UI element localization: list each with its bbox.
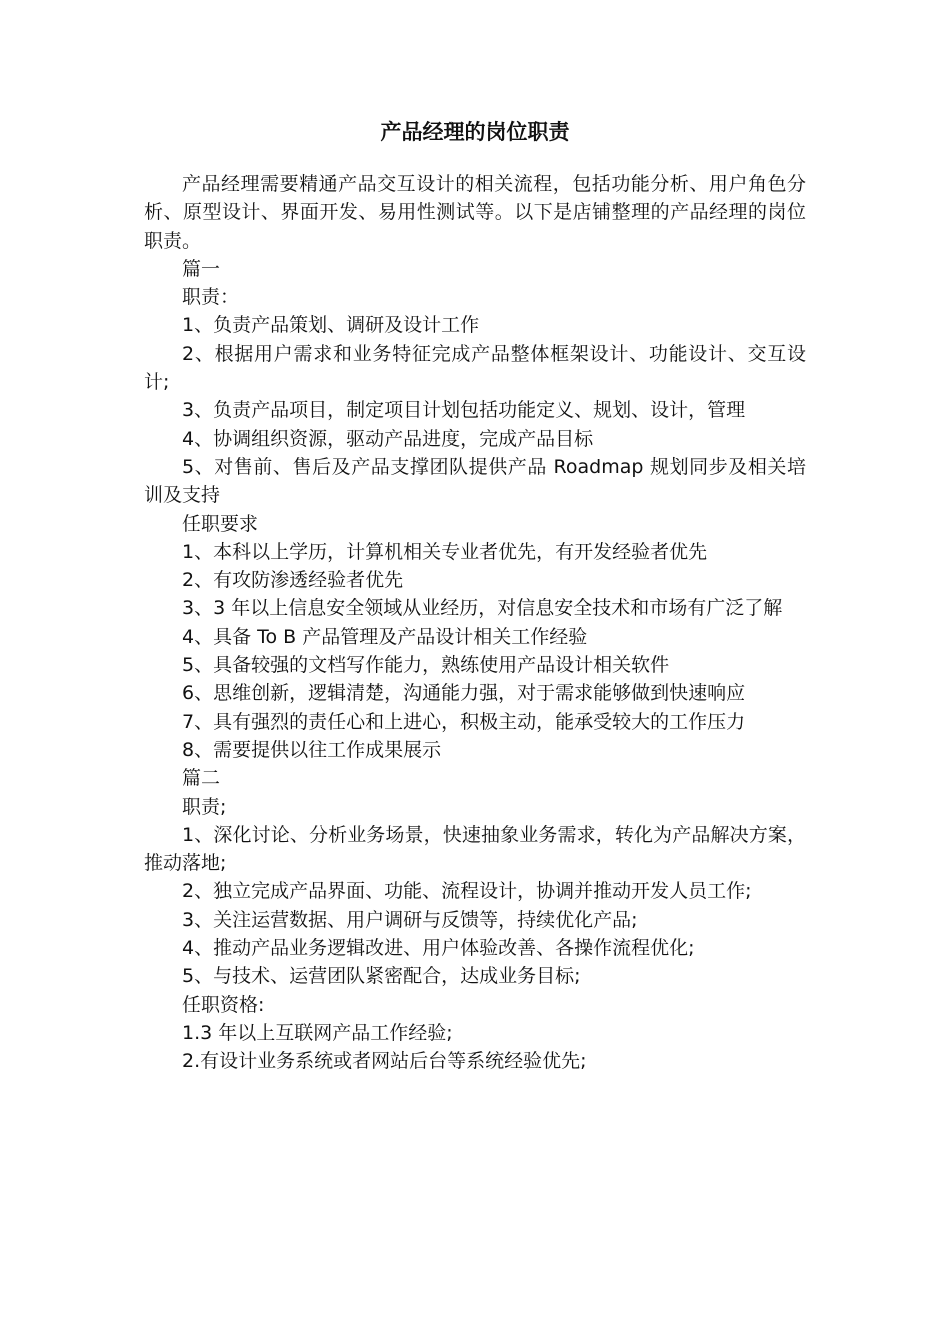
qualification-item: 2.有设计业务系统或者网站后台等系统经验优先;	[182, 1050, 587, 1073]
requirement-item: 2、有攻防渗透经验者优先	[182, 569, 404, 592]
duty-item: 3、关注运营数据、用户调研与反馈等，持续优化产品;	[182, 908, 638, 931]
requirement-item: 5、具备较强的文档写作能力，熟练使用产品设计相关软件	[182, 654, 670, 677]
duty-item: 1、深化讨论、分析业务场景，快速抽象业务需求，转化为产品解决方案，推动落地;	[144, 823, 806, 875]
subheading-qualifications: 任职资格:	[182, 993, 265, 1016]
subheading-requirements-one: 任职要求	[182, 512, 259, 535]
requirement-item: 3、3 年以上信息安全领域从业经历，对信息安全技术和市场有广泛了解	[182, 597, 783, 620]
requirement-item: 7、具有强烈的责任心和上进心，积极主动，能承受较大的工作压力	[182, 710, 746, 733]
requirement-item: 8、需要提供以往工作成果展示	[182, 738, 442, 761]
duty-item: 4、推动产品业务逻辑改进、用户体验改善、各操作流程优化;	[182, 937, 695, 960]
duty-item: 2、根据用户需求和业务特征完成产品整体框架设计、功能设计、交互设计;	[144, 342, 806, 394]
section-heading-part-two: 篇二	[182, 767, 221, 790]
duty-item: 2、独立完成产品界面、功能、流程设计，协调并推动开发人员工作;	[182, 880, 752, 903]
subheading-duties-two: 职责;	[182, 795, 227, 818]
duty-item: 3、负责产品项目，制定项目计划包括功能定义、规划、设计，管理	[182, 399, 746, 422]
duty-item: 4、协调组织资源，驱动产品进度，完成产品目标	[182, 427, 594, 450]
intro-paragraph: 产品经理需要精通产品交互设计的相关流程，包括功能分析、用户角色分析、原型设计、界面开发、易用性测试等。以下是店铺整理的产品经理的岗位职责。	[144, 173, 806, 252]
section-heading-part-one: 篇一	[182, 257, 221, 280]
duty-item: 1、负责产品策划、调研及设计工作	[182, 314, 480, 337]
requirement-item: 4、具备 To B 产品管理及产品设计相关工作经验	[182, 625, 588, 648]
duty-item: 5、对售前、售后及产品支撑团队提供产品 Roadmap 规划同步及相关培训及支持	[144, 455, 806, 507]
requirement-item: 6、思维创新，逻辑清楚，沟通能力强，对于需求能够做到快速响应	[182, 682, 746, 705]
document-title: 产品经理的岗位职责	[380, 120, 570, 144]
qualification-item: 1.3 年以上互联网产品工作经验;	[182, 1021, 453, 1044]
subheading-duties-one: 职责：	[182, 286, 240, 309]
duty-item: 5、与技术、运营团队紧密配合，达成业务目标;	[182, 965, 581, 988]
requirement-item: 1、本科以上学历，计算机相关专业者优先，有开发经验者优先	[182, 540, 708, 563]
document-body	[144, 170, 806, 1076]
